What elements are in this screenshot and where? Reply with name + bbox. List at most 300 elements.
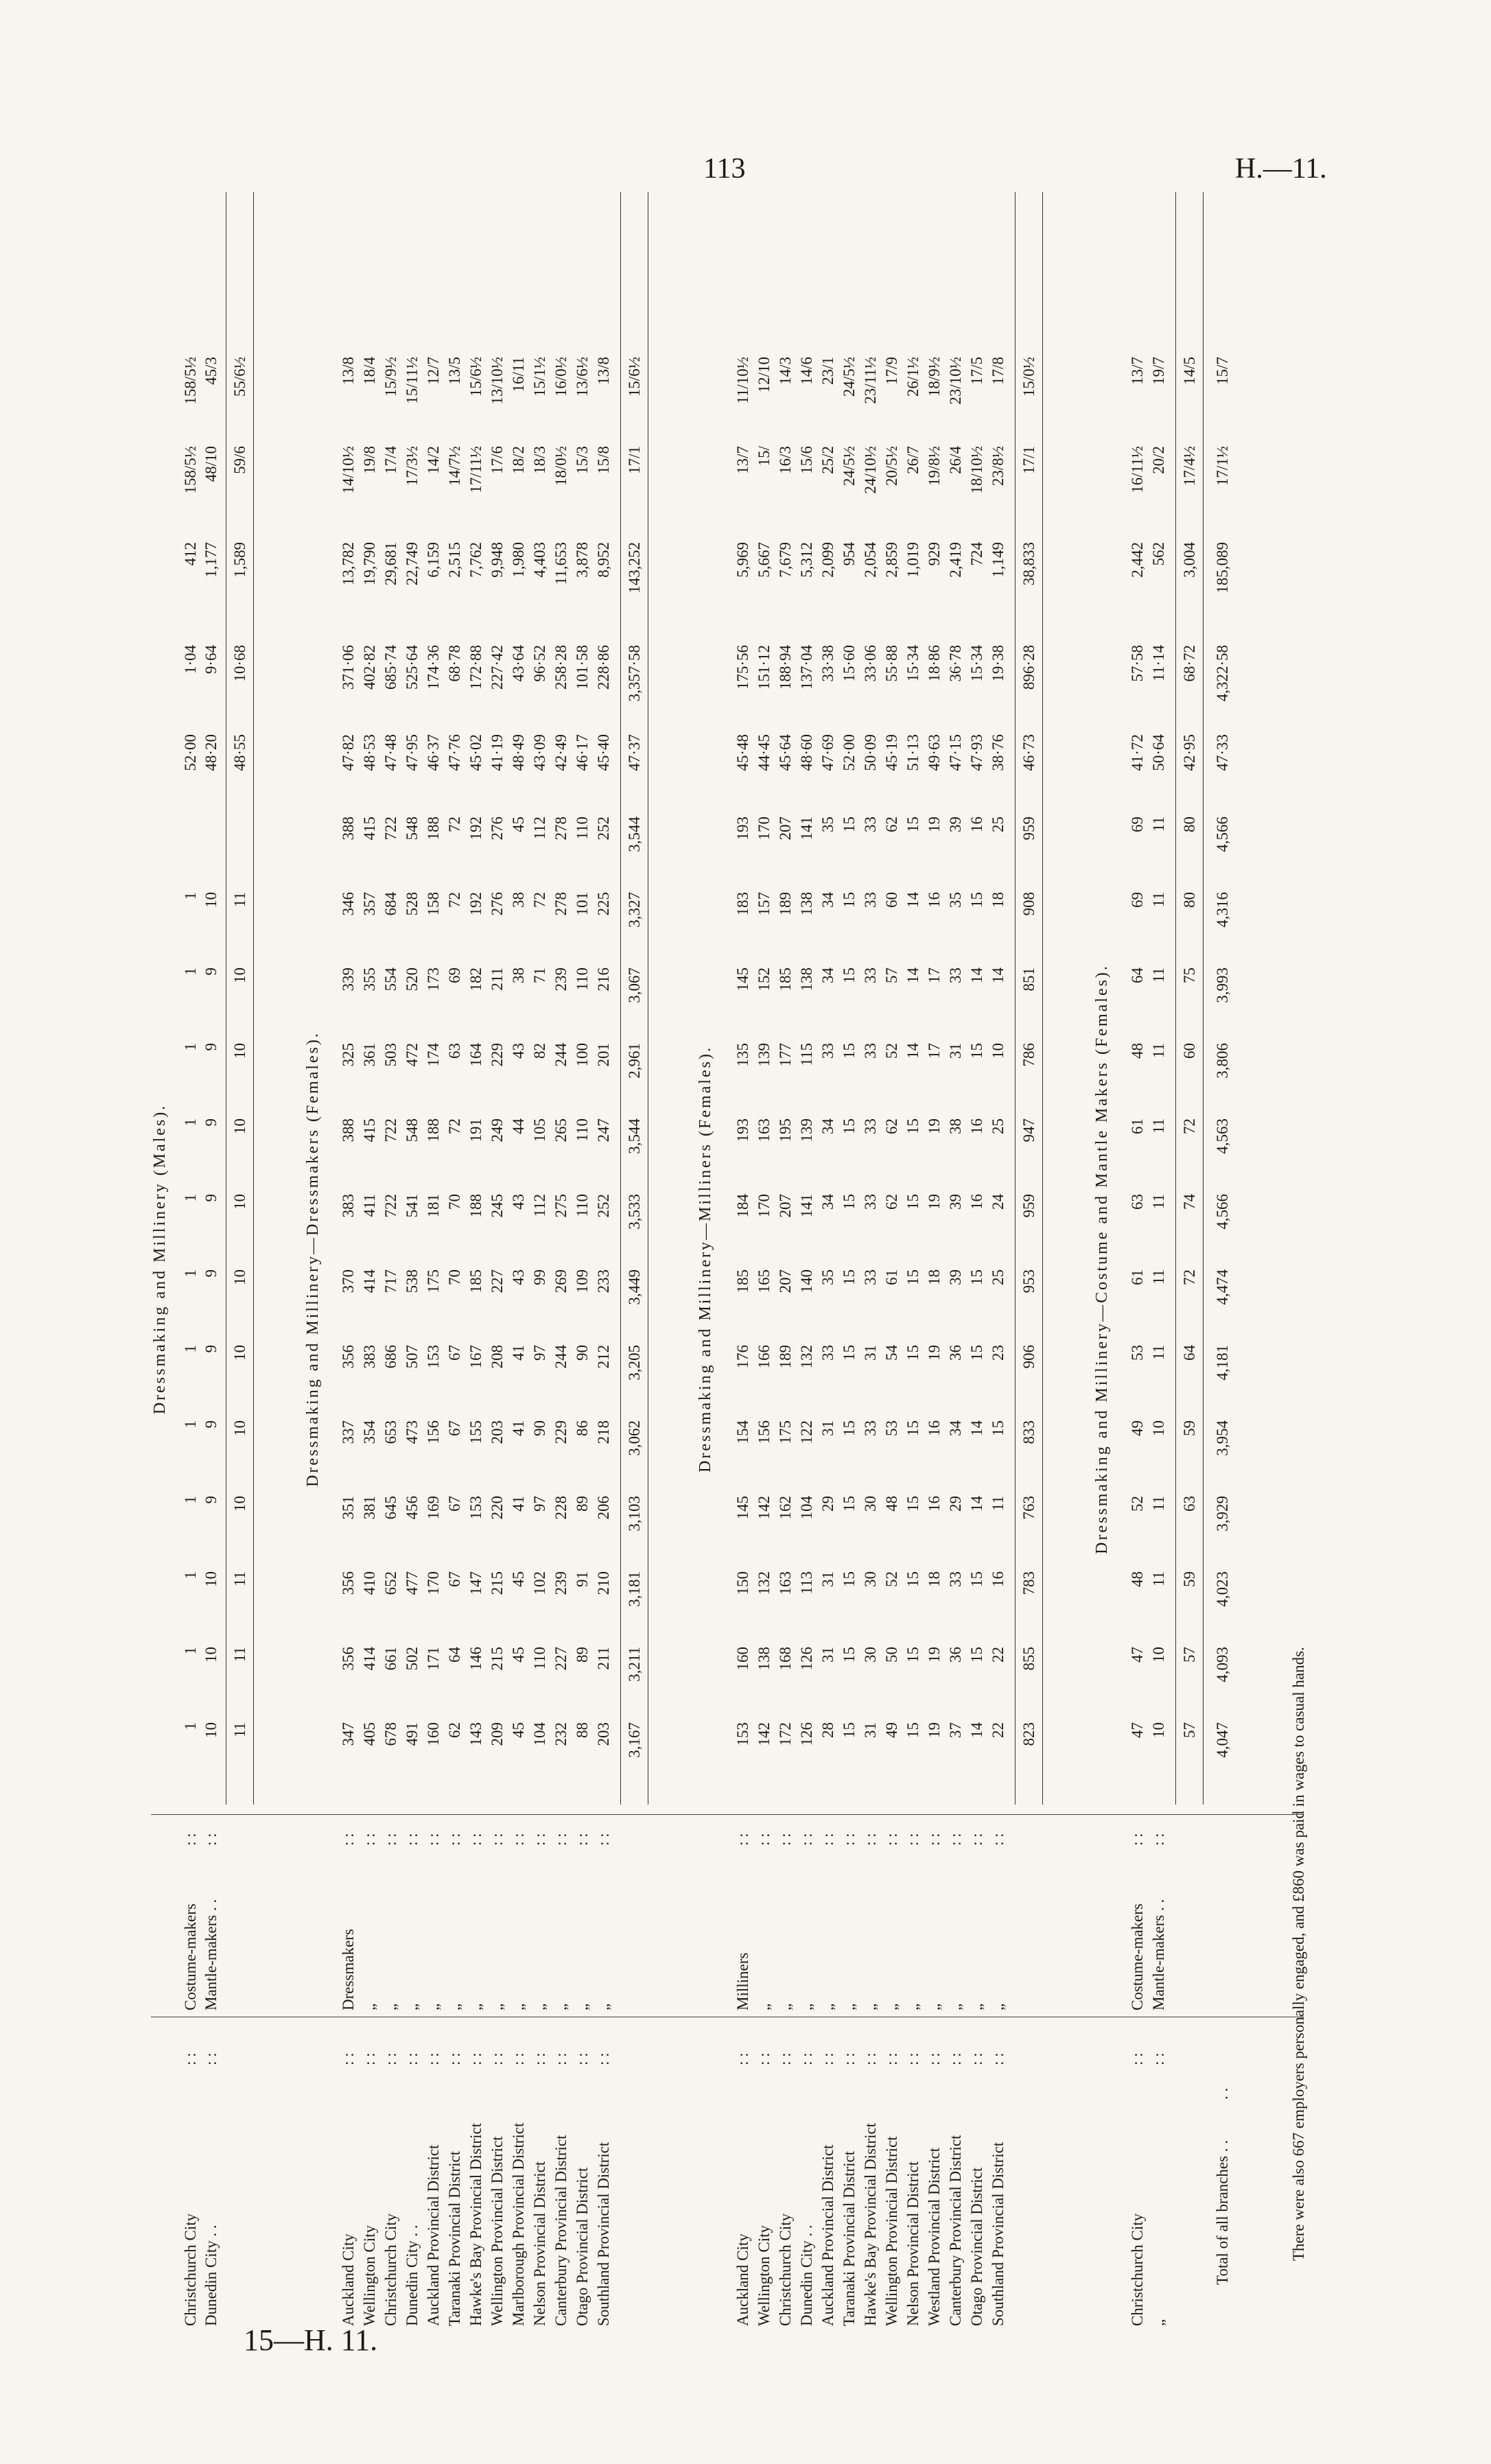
table-cell: 23/1: [819, 357, 836, 385]
table-cell: 954: [841, 542, 858, 566]
table-cell: 19·38: [989, 645, 1007, 682]
table-cell: 15·34: [968, 645, 985, 682]
table-cell: 30: [862, 1571, 879, 1587]
table-cell: 18/2: [510, 446, 527, 474]
table-cell: 3,806: [1214, 1043, 1231, 1079]
location-label: Wellington Provincial District: [883, 2136, 900, 2326]
occupation-label: Costume-makers: [182, 1903, 199, 2010]
table-cell: 45: [510, 817, 527, 832]
table-cell: 645: [382, 1496, 399, 1520]
table-cell: 10: [231, 1118, 248, 1134]
table-cell: 9: [202, 967, 220, 976]
occupation-label: „: [361, 2003, 378, 2010]
table-cell: 269: [552, 1269, 570, 1293]
occupation-label: „: [904, 2003, 921, 2010]
table-cell: 31: [819, 1571, 836, 1587]
table-cell: 929: [926, 542, 943, 566]
location-label: Auckland Provincial District: [425, 2144, 442, 2326]
table-cell: 63: [1181, 1496, 1198, 1512]
table-cell: 72: [446, 1118, 463, 1134]
table-cell: 2,515: [446, 542, 463, 578]
leader-dots: : :: [862, 2052, 879, 2065]
table-cell: 548: [403, 1118, 421, 1142]
table-cell: 75: [1181, 967, 1198, 983]
table-cell: 1: [182, 1571, 199, 1580]
table-cell: 17/6: [489, 446, 506, 474]
table-cell: 43·09: [531, 734, 548, 771]
table-cell: 203: [595, 1722, 612, 1746]
table-cell: 11: [1150, 1571, 1167, 1587]
table-cell: 346: [340, 892, 357, 916]
leader-dots: : :: [947, 1833, 964, 1846]
table-cell: 168: [777, 1647, 794, 1671]
table-cell: 35: [819, 1269, 836, 1285]
leader-dots: : :: [734, 2052, 751, 2065]
table-cell: 15: [968, 1647, 985, 1663]
table-cell: 252: [595, 1194, 612, 1218]
table-cell: 28: [819, 1722, 836, 1738]
table-cell: 357: [361, 892, 378, 916]
table-cell: 15: [841, 1496, 858, 1512]
table-cell: 156: [425, 1420, 442, 1444]
table-cell: 97: [531, 1496, 548, 1512]
table-cell: 25: [989, 1269, 1007, 1285]
table-cell: 30: [862, 1647, 879, 1663]
location-label: Marlborough Provincial District: [510, 2122, 527, 2326]
table-cell: 520: [403, 967, 421, 992]
table-cell: 11: [1150, 1043, 1167, 1059]
table-cell: 1: [182, 1345, 199, 1353]
table-cell: 3,544: [626, 817, 643, 852]
table-cell: 50·64: [1150, 734, 1167, 771]
table-cell: 137·04: [798, 645, 815, 690]
table-cell: 39: [947, 817, 964, 832]
table-cell: 3,167: [626, 1722, 643, 1758]
occupation-label: „: [819, 2003, 836, 2010]
leader-dots: : :: [403, 2052, 421, 2065]
table-cell: 11: [231, 1722, 248, 1738]
leader-dots: : :: [425, 2052, 442, 2065]
table-cell: 13,782: [340, 542, 357, 586]
leader-dots: : :: [926, 1833, 943, 1846]
table-cell: 50: [883, 1647, 900, 1663]
table-cell: 35: [819, 817, 836, 832]
table-cell: 49: [1129, 1420, 1146, 1436]
table-cell: 13/8: [340, 357, 357, 385]
table-cell: 1: [182, 1420, 199, 1429]
table-cell: 209: [489, 1722, 506, 1746]
table-cell: 18: [989, 892, 1007, 908]
table-cell: 18/9½: [926, 357, 943, 397]
table-cell: 101·58: [574, 645, 591, 690]
table-cell: 15: [968, 1269, 985, 1285]
table-cell: 99: [531, 1269, 548, 1285]
table-cell: 5,969: [734, 542, 751, 578]
table-cell: 4,403: [531, 542, 548, 578]
table-cell: 1,177: [202, 542, 220, 578]
table-cell: 69: [1129, 817, 1146, 832]
table-cell: 112: [531, 817, 548, 840]
leader-dots: : :: [595, 2052, 612, 2065]
table-cell: 142: [755, 1496, 773, 1520]
table-cell: 15/6½: [626, 357, 643, 397]
table-cell: 37: [947, 1722, 964, 1738]
table-cell: 193: [734, 1118, 751, 1142]
table-cell: 45·02: [467, 734, 484, 771]
table-cell: 38,833: [1020, 542, 1037, 586]
table-cell: 1,980: [510, 542, 527, 578]
table-cell: 17/9: [883, 357, 900, 385]
table-cell: 90: [574, 1345, 591, 1361]
table-cell: 18: [926, 1571, 943, 1587]
table-cell: 9: [202, 1269, 220, 1278]
leader-dots: : :: [989, 1833, 1007, 1846]
table-cell: 174: [425, 1043, 442, 1067]
table-cell: 4,181: [1214, 1345, 1231, 1381]
table-cell: 25: [989, 1118, 1007, 1134]
table-cell: 402·82: [361, 645, 378, 690]
table-cell: 57: [1181, 1722, 1198, 1738]
leader-dots: : :: [926, 2052, 943, 2065]
table-cell: 1: [182, 1722, 199, 1730]
table-cell: 275: [552, 1194, 570, 1218]
table-cell: 171: [425, 1647, 442, 1671]
leader-dots: : :: [734, 1833, 751, 1846]
table-cell: 188: [425, 1118, 442, 1142]
leader-dots: : :: [340, 2052, 357, 2065]
table-cell: 18/10½: [968, 446, 985, 494]
leader-dots: : :: [595, 1833, 612, 1846]
table-cell: 218: [595, 1420, 612, 1444]
table-cell: 347: [340, 1722, 357, 1746]
table-cell: 19: [926, 1194, 943, 1210]
table-cell: 15: [841, 1647, 858, 1663]
table-cell: 63: [1129, 1194, 1146, 1210]
table-cell: 26/1½: [904, 357, 921, 397]
occupation-label: „: [755, 2003, 773, 2010]
table-cell: 661: [382, 1647, 399, 1671]
table-cell: 851: [1020, 967, 1037, 992]
table-cell: 35: [947, 892, 964, 908]
occupation-label: „: [841, 2003, 858, 2010]
table-cell: 414: [361, 1647, 378, 1671]
leader-dots: : :: [510, 1833, 527, 1846]
table-cell: 184: [734, 1194, 751, 1218]
table-cell: 19: [926, 817, 943, 832]
table-cell: 411: [361, 1194, 378, 1217]
table-cell: 15: [841, 1571, 858, 1587]
table-cell: 2,099: [819, 542, 836, 578]
table-cell: 53: [1129, 1345, 1146, 1361]
table-cell: 15·60: [841, 645, 858, 682]
table-cell: 15: [904, 1118, 921, 1134]
table-cell: 412: [182, 542, 199, 566]
location-label: Auckland City: [734, 2233, 751, 2326]
table-cell: 162: [777, 1496, 794, 1520]
table-cell: 19/8: [361, 446, 378, 474]
table-cell: 36·78: [947, 645, 964, 682]
table-cell: 45·19: [883, 734, 900, 771]
table-cell: 48·60: [798, 734, 815, 771]
table-cell: 783: [1020, 1571, 1037, 1595]
leader-dots: : :: [510, 2052, 527, 2065]
location-label: Christchurch City: [382, 2213, 399, 2326]
table-cell: 4,023: [1214, 1571, 1231, 1607]
table-cell: 47·76: [446, 734, 463, 771]
leader-dots: : :: [798, 2052, 815, 2065]
table-cell: 64: [446, 1647, 463, 1663]
table-cell: 47: [1129, 1722, 1146, 1738]
page-number: 113: [703, 153, 746, 185]
table-cell: 16: [968, 817, 985, 832]
table-cell: 14: [968, 1420, 985, 1436]
table-cell: 101: [574, 892, 591, 916]
leader-dots: : :: [755, 1833, 773, 1846]
table-cell: 15: [841, 817, 858, 832]
table-cell: 34: [819, 1118, 836, 1134]
table-cell: 19,790: [361, 542, 378, 586]
table-cell: 959: [1020, 817, 1037, 841]
leader-dots: : :: [182, 2052, 199, 2065]
table-cell: 507: [403, 1345, 421, 1369]
table-cell: 245: [489, 1194, 506, 1218]
table-cell: 33·38: [819, 645, 836, 682]
leader-dots: : :: [467, 1833, 484, 1846]
leader-dots: : :: [340, 1833, 357, 1846]
table-cell: 140: [798, 1269, 815, 1293]
table-cell: 72: [446, 892, 463, 908]
table-cell: 2,961: [626, 1043, 643, 1079]
section-title-dressmakers: Dressmaking and Millinery—Dressmakers (Females).: [304, 1031, 322, 1487]
table-cell: 18: [926, 1269, 943, 1285]
table-cell: 203: [489, 1420, 506, 1444]
table-cell: 1: [182, 1118, 199, 1127]
table-cell: 18/0½: [552, 446, 570, 486]
table-cell: 11: [1150, 1118, 1167, 1134]
table-cell: 31: [947, 1043, 964, 1059]
table-cell: 153: [425, 1345, 442, 1369]
table-cell: 5,312: [798, 542, 815, 578]
table-cell: 17: [926, 1043, 943, 1059]
table-cell: 96·52: [531, 645, 548, 682]
table-cell: 90: [531, 1420, 548, 1436]
leader-dots: : :: [425, 1833, 442, 1846]
table-cell: 52: [883, 1043, 900, 1059]
table-cell: 34: [819, 892, 836, 908]
table-cell: 64: [1181, 1345, 1198, 1361]
table-cell: 164: [467, 1043, 484, 1067]
table-rule: [253, 192, 254, 1805]
table-cell: 3,993: [1214, 967, 1231, 1003]
table-cell: 502: [403, 1647, 421, 1671]
leader-dots: : :: [467, 2052, 484, 2065]
table-cell: 169: [425, 1496, 442, 1520]
table-cell: 239: [552, 967, 570, 992]
table-cell: 4,316: [1214, 892, 1231, 928]
table-cell: 23/8½: [989, 446, 1007, 486]
table-cell: 9: [202, 1118, 220, 1127]
table-cell: 29,681: [382, 542, 399, 586]
table-cell: 61: [883, 1269, 900, 1285]
table-cell: 17/1½: [1214, 446, 1231, 486]
table-cell: 15: [968, 1345, 985, 1361]
table-cell: 15/7: [1214, 357, 1231, 385]
location-label: Wellington Provincial District: [489, 2136, 506, 2326]
table-cell: 208: [489, 1345, 506, 1369]
table-cell: 17/1: [626, 446, 643, 474]
table-cell: 13/10½: [489, 357, 506, 405]
table-cell: 14: [904, 967, 921, 983]
table-cell: 132: [755, 1571, 773, 1595]
table-cell: 57: [883, 967, 900, 983]
table-cell: 31: [819, 1647, 836, 1663]
table-cell: 371·06: [340, 645, 357, 690]
leader-dots: : :: [552, 2052, 570, 2065]
leader-dots: : :: [382, 2052, 399, 2065]
leader-dots: : :: [968, 1833, 985, 1846]
table-cell: 229: [489, 1043, 506, 1067]
table-cell: 191: [467, 1118, 484, 1142]
table-cell: 67: [446, 1496, 463, 1512]
table-cell: 15: [968, 1571, 985, 1587]
table-cell: 4,047: [1214, 1722, 1231, 1758]
table-cell: 414: [361, 1269, 378, 1293]
location-label: Auckland City: [340, 2233, 357, 2326]
table-cell: 562: [1150, 542, 1167, 566]
table-cell: 15: [904, 817, 921, 832]
leader-dots: : :: [777, 2052, 794, 2065]
leader-dots: : :: [1129, 2052, 1146, 2065]
table-cell: 16: [989, 1571, 1007, 1587]
table-cell: 3,181: [626, 1571, 643, 1607]
table-cell: 22: [989, 1722, 1007, 1738]
table-cell: 62: [883, 817, 900, 832]
table-cell: 228·86: [595, 645, 612, 690]
table-cell: 3,327: [626, 892, 643, 928]
table-cell: 15: [904, 1647, 921, 1663]
table-cell: 210: [595, 1571, 612, 1595]
table-cell: 491: [403, 1722, 421, 1746]
location-label: Otago Provincial District: [968, 2167, 985, 2326]
table-cell: 381: [361, 1496, 378, 1520]
leader-dots: . .: [1214, 2087, 1231, 2100]
leader-dots: : :: [968, 2052, 985, 2065]
table-cell: 16: [926, 1496, 943, 1512]
table-cell: 11·14: [1150, 645, 1167, 681]
table-cell: 244: [552, 1345, 570, 1369]
table-cell: 456: [403, 1496, 421, 1520]
table-cell: 15: [904, 1269, 921, 1285]
table-cell: 181: [425, 1194, 442, 1218]
table-cell: 11: [1150, 1269, 1167, 1285]
section-title-costume: Dressmaking and Millinery—Costume and Mantle Makers (Females).: [1093, 964, 1111, 1554]
table-cell: 18/3: [531, 446, 548, 474]
table-cell: 685·74: [382, 645, 399, 690]
table-cell: 48/10: [202, 446, 220, 482]
leader-dots: : :: [531, 2052, 548, 2065]
table-cell: 14/5: [1181, 357, 1198, 385]
table-cell: 15: [904, 1345, 921, 1361]
table-cell: 15/0½: [1020, 357, 1037, 397]
table-cell: 405: [361, 1722, 378, 1746]
table-cell: 57: [1181, 1647, 1198, 1663]
table-cell: 72: [531, 892, 548, 908]
table-cell: 20/5½: [883, 446, 900, 486]
table-cell: 59: [1181, 1420, 1198, 1436]
table-cell: 115: [798, 1043, 815, 1066]
occupation-label: „: [510, 2003, 527, 2010]
table-cell: 227·42: [489, 645, 506, 690]
table-cell: 38: [947, 1118, 964, 1134]
table-cell: 43·64: [510, 645, 527, 682]
table-cell: 38·76: [989, 734, 1007, 771]
table-cell: 173: [425, 967, 442, 992]
table-cell: 177: [777, 1043, 794, 1067]
section-title-males: Dressmaking and Millinery (Males).: [151, 1103, 169, 1415]
location-label: Canterbury Provincial District: [947, 2135, 964, 2326]
table-cell: 232: [552, 1722, 570, 1746]
table-cell: 34: [819, 1194, 836, 1210]
table-cell: 10: [202, 892, 220, 908]
table-cell: 172·88: [467, 645, 484, 690]
table-cell: 153: [734, 1722, 751, 1746]
table-cell: 15: [968, 892, 985, 908]
table-cell: 15: [904, 1420, 921, 1436]
report-code: H.—11.: [1235, 153, 1327, 185]
rotated-table: [148, 192, 1328, 2326]
table-cell: 46·73: [1020, 734, 1037, 771]
table-cell: 10: [1150, 1722, 1167, 1738]
table-cell: 953: [1020, 1269, 1037, 1293]
table-cell: 71: [531, 967, 548, 983]
table-cell: 61: [1129, 1118, 1146, 1134]
location-label: Nelson Provincial District: [531, 2161, 548, 2326]
table-cell: 167: [467, 1345, 484, 1369]
table-cell: 10: [231, 1496, 248, 1512]
occupation-label: „: [595, 2003, 612, 2010]
table-cell: 147: [467, 1571, 484, 1595]
table-cell: 152: [755, 967, 773, 992]
table-cell: 19: [926, 1345, 943, 1361]
table-cell: 722: [382, 1118, 399, 1142]
table-cell: 11: [1150, 817, 1167, 832]
table-cell: 138: [798, 892, 815, 916]
table-cell: 11: [1150, 1194, 1167, 1210]
table-cell: 42·95: [1181, 734, 1198, 771]
table-cell: 9·64: [202, 645, 220, 674]
leader-dots: : :: [1150, 2052, 1167, 2065]
table-cell: 41: [510, 1420, 527, 1436]
table-cell: 823: [1020, 1722, 1037, 1746]
table-cell: 112: [531, 1194, 548, 1217]
table-cell: 17: [926, 967, 943, 983]
table-cell: 102: [531, 1571, 548, 1595]
table-cell: 276: [489, 817, 506, 841]
leader-dots: : :: [574, 1833, 591, 1846]
table-cell: 24/5½: [841, 357, 858, 397]
table-cell: 1: [182, 1194, 199, 1202]
table-cell: 3,357·58: [626, 645, 643, 702]
table-cell: 684: [382, 892, 399, 916]
table-cell: 22,749: [403, 542, 421, 586]
table-cell: 62: [446, 1722, 463, 1738]
leader-dots: : :: [1150, 1833, 1167, 1846]
table-cell: 45: [510, 1647, 527, 1663]
table-cell: 9: [202, 1496, 220, 1504]
table-cell: 15: [841, 892, 858, 908]
table-cell: 216: [595, 967, 612, 992]
table-cell: 415: [361, 1118, 378, 1142]
